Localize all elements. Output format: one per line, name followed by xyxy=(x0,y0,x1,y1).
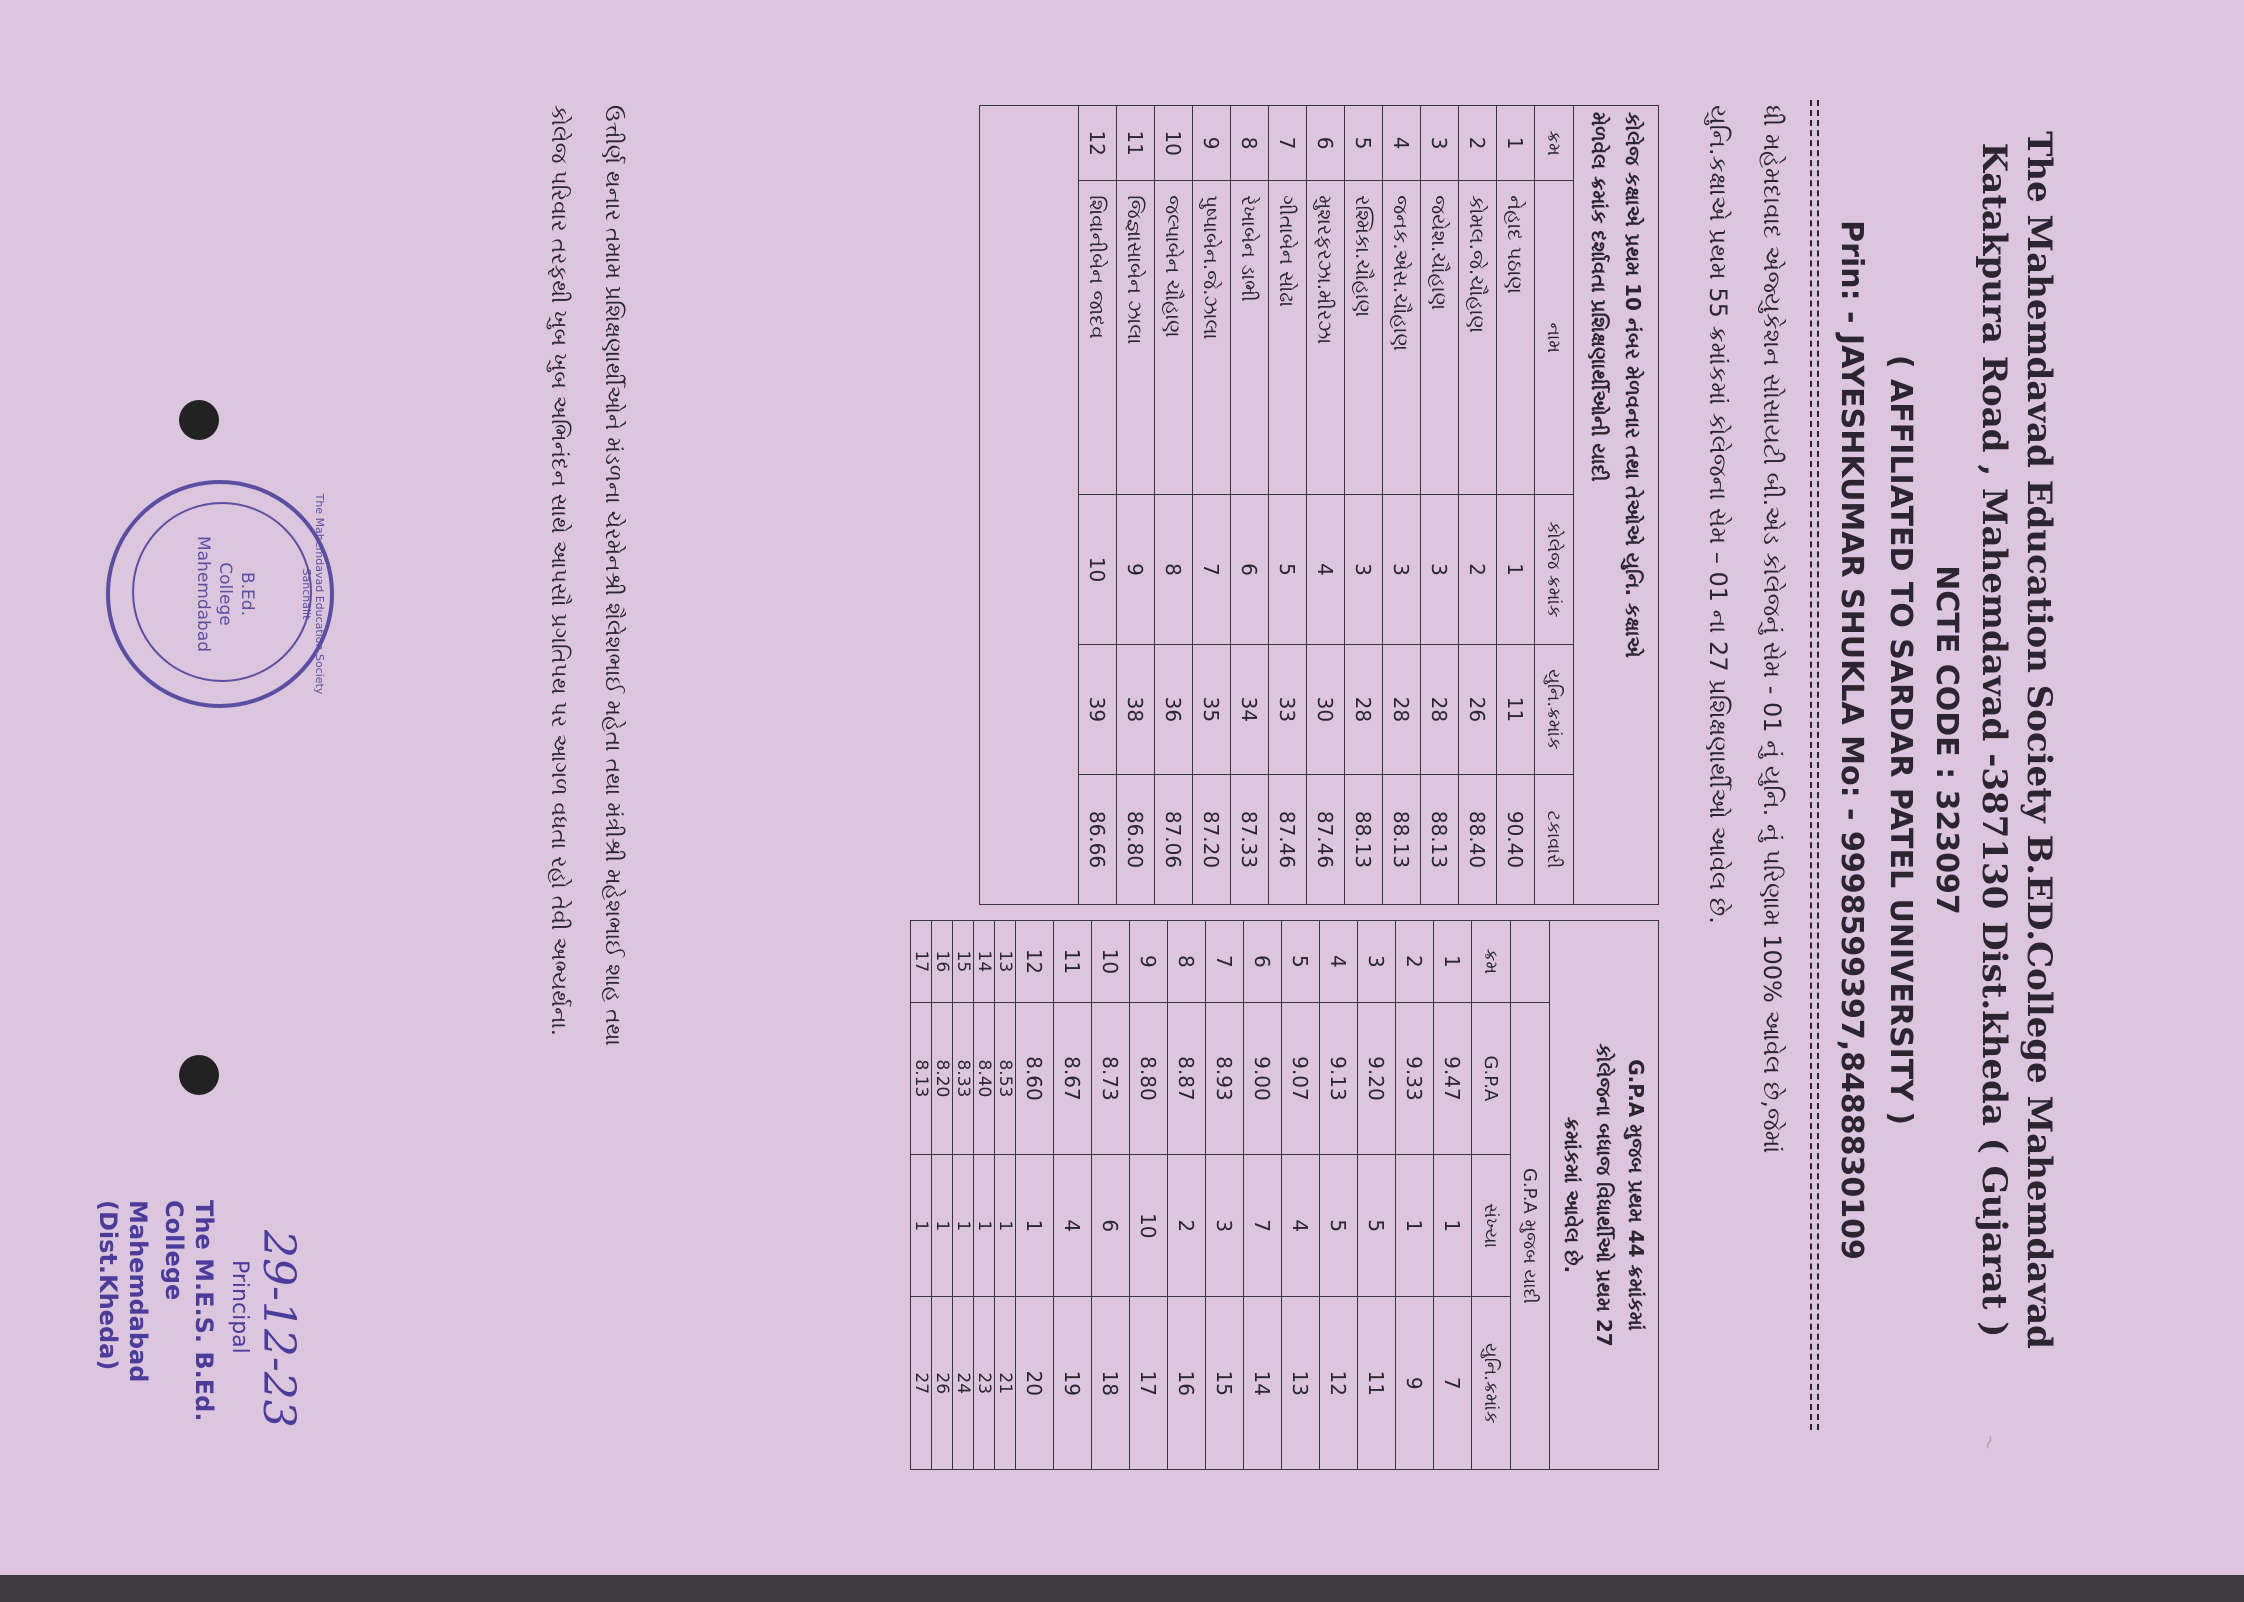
cell-college: 9 xyxy=(1117,495,1155,645)
cell-gpa: 8.33 xyxy=(953,1002,974,1154)
cell-gpa: 8.67 xyxy=(1054,1002,1092,1154)
seal-outer-text: The Mahemdavad Education Society Sanchalit xyxy=(300,493,326,695)
col2-gpa: G.P.A xyxy=(1472,1002,1511,1154)
cell-univ: 12 xyxy=(1320,1297,1358,1470)
table-row xyxy=(1421,106,1459,905)
cell-sr: 2 xyxy=(1459,106,1497,181)
cell-count: 1 xyxy=(1016,1155,1054,1297)
cell-univ: 16 xyxy=(1168,1297,1206,1470)
table-row xyxy=(995,921,1016,1470)
cell-univ: 28 xyxy=(1345,644,1383,774)
cell-univ: 39 xyxy=(1079,644,1117,774)
table1-heading xyxy=(1574,106,1659,905)
cell-count: 1 xyxy=(995,1155,1016,1297)
cell-sr: 9 xyxy=(1193,106,1231,181)
cell-univ: 14 xyxy=(1244,1297,1282,1470)
cell-univ: 28 xyxy=(1421,644,1459,774)
principal-contact: Prin: - JAYESHKUMAR SHUKLA Mo: - 9998599397,8488830109 xyxy=(1834,220,1869,1260)
table-row xyxy=(1206,921,1244,1470)
table-row xyxy=(932,921,953,1470)
cell-univ: 27 xyxy=(911,1297,932,1470)
table-row xyxy=(1079,106,1117,905)
table1-heading-line-2: મેળવેલ ક્રમાંક દર્શાવતા પ્રશિક્ષણાર્થીઓની યાદી xyxy=(1587,112,1611,482)
cell-pct: 88.13 xyxy=(1421,775,1459,905)
signature-title: Principal xyxy=(227,1260,252,1354)
footer-paragraph xyxy=(531,105,639,1465)
cell-pct: 86.80 xyxy=(1117,775,1155,905)
cell-count: 10 xyxy=(1130,1155,1168,1297)
table-row xyxy=(974,921,995,1470)
cell-college: 3 xyxy=(1345,495,1383,645)
cell-count: 5 xyxy=(1358,1155,1396,1297)
cell-univ: 15 xyxy=(1206,1297,1244,1470)
cell-college: 3 xyxy=(1421,495,1459,645)
cell-gpa: 8.13 xyxy=(911,1002,932,1154)
cell-gpa: 8.40 xyxy=(974,1002,995,1154)
cell-count: 7 xyxy=(1244,1155,1282,1297)
col2-sr: ક્રમ xyxy=(1472,921,1511,1003)
header-line-2: Katakpura Road , Mahemdavad -387130 Dist.kheda ( Gujarat ) xyxy=(1974,142,2014,1338)
cell-college: 1 xyxy=(1497,495,1535,645)
table-row xyxy=(1396,921,1434,1470)
cell-pct: 88.13 xyxy=(1345,775,1383,905)
table-row xyxy=(1358,921,1396,1470)
cell-name: જનક.એસ.ચૌહાણ xyxy=(1383,181,1421,495)
cell-name: રશ્મિકા.ચૌહાણ xyxy=(1345,181,1383,495)
col2-count: સંખ્યા xyxy=(1472,1155,1511,1297)
table-row xyxy=(1231,106,1269,905)
table-row xyxy=(1434,921,1472,1470)
cell-univ: 34 xyxy=(1231,644,1269,774)
cell-sr: 11 xyxy=(1117,106,1155,181)
table-row xyxy=(911,921,932,1470)
cell-college: 2 xyxy=(1459,495,1497,645)
table-row xyxy=(1320,921,1358,1470)
table1-empty-area xyxy=(980,106,1079,905)
col-college-rank: કોલેજ ક્રમાંક xyxy=(1535,495,1574,645)
cell-pct: 87.06 xyxy=(1155,775,1193,905)
cell-gpa: 9.20 xyxy=(1358,1002,1396,1154)
cell-gpa: 9.00 xyxy=(1244,1002,1282,1154)
cell-sr: 10 xyxy=(1155,106,1193,181)
cell-name: શિવાનીબેન જાદવ xyxy=(1079,181,1117,495)
cell-sr: 3 xyxy=(1358,921,1396,1003)
cell-univ: 38 xyxy=(1117,644,1155,774)
table-row xyxy=(1244,921,1282,1470)
seal-line-2: College xyxy=(215,562,235,626)
cell-sr: 3 xyxy=(1421,106,1459,181)
table-row xyxy=(1497,106,1535,905)
intro-line-1: ધી મહેમદાવાદ એજ્યુકેશન સોસાયટી બી.એડ કોલેજનું સેમ - 01 નું યુનિ. નું પરિણામ 100% આવેલ છે,જેમાં xyxy=(1758,105,1786,1154)
table2-subheading: G.P.A મુજબ યાદી xyxy=(1511,1002,1550,1469)
cell-univ: 33 xyxy=(1269,644,1307,774)
cell-pct: 87.20 xyxy=(1193,775,1231,905)
cell-univ: 13 xyxy=(1282,1297,1320,1470)
cell-college: 4 xyxy=(1307,495,1345,645)
cell-sr: 8 xyxy=(1168,921,1206,1003)
cell-pct: 87.46 xyxy=(1307,775,1345,905)
table-row xyxy=(1130,921,1168,1470)
cell-pct: 90.40 xyxy=(1497,775,1535,905)
table-row xyxy=(953,921,974,1470)
col-percent: ટકાવારી xyxy=(1535,775,1574,905)
cell-univ: 11 xyxy=(1358,1297,1396,1470)
intro-paragraph xyxy=(1691,105,1799,1465)
ncte-code: NCTE CODE : 323097 xyxy=(1929,565,1964,915)
table1-heading-line-1: કોલેજ કક્ષાએ પ્રથમ 10 નંબર મેળવનાર તથા તેઓએ યુનિ. કક્ષાએ xyxy=(1621,112,1645,658)
cell-name: જલ્પાબેન ચૌહાણ xyxy=(1155,181,1193,495)
cell-pct: 86.66 xyxy=(1079,775,1117,905)
footer-line-2: કોલેજ પરિવાર તરફથી ખુબ ખુબ અભિનંદન સાથે આપસૌ પ્રગતિપથ પર આગળ વધતા રહો તેવી અભ્યર્થના. xyxy=(546,105,571,1036)
pencil-mark: ~ xyxy=(1974,1430,2003,1454)
cell-college: 3 xyxy=(1383,495,1421,645)
cell-univ: 24 xyxy=(953,1297,974,1470)
cell-college: 7 xyxy=(1193,495,1231,645)
principal-signature-block xyxy=(93,1200,304,1500)
cell-sr: 1 xyxy=(1434,921,1472,1003)
college-seal-stamp xyxy=(106,480,334,708)
punch-hole-right xyxy=(179,1055,219,1095)
double-divider xyxy=(1810,100,1819,1430)
intro-line-2: યુનિ.કક્ષાએ પ્રથમ 55 ક્રમાંકમાં કોલેજના સેમ – 01 ના 27 પ્રશિક્ષણાર્થીઓ આવેલ છે. xyxy=(1704,105,1732,924)
table-row xyxy=(1117,106,1155,905)
cell-pct: 87.33 xyxy=(1231,775,1269,905)
header-line-1: The Mahemdavad Education Society B.ED.College Mahemdavad xyxy=(2019,131,2059,1349)
cell-sr: 4 xyxy=(1320,921,1358,1003)
cell-sr: 8 xyxy=(1231,106,1269,181)
cell-sr: 9 xyxy=(1130,921,1168,1003)
cell-sr: 10 xyxy=(1092,921,1130,1003)
cell-univ: 21 xyxy=(995,1297,1016,1470)
table2-blank-header xyxy=(1511,921,1550,1003)
cell-univ: 23 xyxy=(974,1297,995,1470)
table-row xyxy=(1054,921,1092,1470)
cell-sr: 13 xyxy=(995,921,1016,1003)
cell-univ: 36 xyxy=(1155,644,1193,774)
table2-heading-line-2: કોલેજના બધાજ વિધાર્થીઓ પ્રથમ 27 xyxy=(1592,1043,1616,1347)
cell-univ: 7 xyxy=(1434,1297,1472,1470)
signature-institution-1: The M.E.S. B.Ed. College xyxy=(160,1200,218,1422)
table-row xyxy=(1459,106,1497,905)
cell-sr: 17 xyxy=(911,921,932,1003)
signature-institution-2: Mahemdabad (Dist.Kheda) xyxy=(94,1200,152,1383)
rotated-page xyxy=(44,0,2104,1520)
table-row xyxy=(1269,106,1307,905)
cell-gpa: 8.93 xyxy=(1206,1002,1244,1154)
cell-count: 4 xyxy=(1282,1155,1320,1297)
cell-count: 4 xyxy=(1054,1155,1092,1297)
desk-edge xyxy=(0,1575,2244,1602)
table-row xyxy=(1282,921,1320,1470)
cell-sr: 7 xyxy=(1206,921,1244,1003)
cell-pct: 88.13 xyxy=(1383,775,1421,905)
cell-univ: 28 xyxy=(1383,644,1421,774)
cell-gpa: 8.73 xyxy=(1092,1002,1130,1154)
cell-count: 3 xyxy=(1206,1155,1244,1297)
cell-count: 1 xyxy=(932,1155,953,1297)
table-row xyxy=(1307,106,1345,905)
footer-line-1: ઉત્તીર્ણ થનાર તમામ પ્રશિક્ષણાર્થીઓને મંડળના ચેરમેનશ્રી શૈલેશભાઈ મહેતા તથા મંત્રીશ્રી મહેશભાઈ શાહ તથા xyxy=(600,105,625,1046)
seal-line-3: Mahemdabad xyxy=(193,535,213,653)
cell-name: નેહાદ પઠાણ xyxy=(1497,181,1535,495)
cell-sr: 5 xyxy=(1282,921,1320,1003)
cell-name: કોમલ.જે.ચૌહાણ xyxy=(1459,181,1497,495)
cell-univ: 18 xyxy=(1092,1297,1130,1470)
table2-heading-line-3: ક્રમાંકમાં આવેલ છે. xyxy=(1560,1116,1584,1274)
cell-univ: 17 xyxy=(1130,1297,1168,1470)
affiliation: ( AFFILIATED TO SARDAR PATEL UNIVERSITY ) xyxy=(1883,354,1918,1126)
punch-hole-left xyxy=(179,400,219,440)
cell-college: 5 xyxy=(1269,495,1307,645)
cell-college: 10 xyxy=(1079,495,1117,645)
cell-univ: 20 xyxy=(1016,1297,1054,1470)
table-row xyxy=(1193,106,1231,905)
cell-sr: 6 xyxy=(1307,106,1345,181)
cell-univ: 11 xyxy=(1497,644,1535,774)
signature-date: 29-12-23 xyxy=(253,1230,304,1428)
col-univ-rank: યુનિ.ક્રમાંક xyxy=(1535,644,1574,774)
cell-univ: 35 xyxy=(1193,644,1231,774)
cell-gpa: 8.87 xyxy=(1168,1002,1206,1154)
cell-sr: 1 xyxy=(1497,106,1535,181)
cell-gpa: 9.47 xyxy=(1434,1002,1472,1154)
cell-name: જયેશ.ચૌહાણ xyxy=(1421,181,1459,495)
cell-gpa: 9.07 xyxy=(1282,1002,1320,1154)
cell-sr: 7 xyxy=(1269,106,1307,181)
seal-line-1: B.Ed. xyxy=(237,571,257,616)
cell-name: પુષ્પાબેન.જે.ઝાલા xyxy=(1193,181,1231,495)
cell-sr: 5 xyxy=(1345,106,1383,181)
cell-count: 1 xyxy=(1396,1155,1434,1297)
cell-count: 2 xyxy=(1168,1155,1206,1297)
cell-sr: 16 xyxy=(932,921,953,1003)
cell-count: 1 xyxy=(1434,1155,1472,1297)
cell-sr: 12 xyxy=(1079,106,1117,181)
cell-gpa: 9.33 xyxy=(1396,1002,1434,1154)
top-ten-table xyxy=(979,105,1659,905)
col-name: નામ xyxy=(1535,181,1574,495)
table-row xyxy=(1155,106,1193,905)
table2-heading-line-1: G.P.A મુજબ પ્રથમ 44 ક્રમાંકમાં xyxy=(1624,1059,1648,1331)
cell-gpa: 8.60 xyxy=(1016,1002,1054,1154)
cell-name: ગીતાબેન સોઢા xyxy=(1269,181,1307,495)
cell-sr: 12 xyxy=(1016,921,1054,1003)
cell-pct: 87.46 xyxy=(1269,775,1307,905)
cell-count: 1 xyxy=(974,1155,995,1297)
cell-sr: 14 xyxy=(974,921,995,1003)
table-row xyxy=(1016,921,1054,1470)
cell-univ: 26 xyxy=(932,1297,953,1470)
table-row xyxy=(1092,921,1130,1470)
gpa-table xyxy=(910,920,1659,1470)
seal-center-text xyxy=(192,534,258,654)
cell-gpa: 8.53 xyxy=(995,1002,1016,1154)
cell-univ: 19 xyxy=(1054,1297,1092,1470)
cell-name: રેખાબેન ડાભી xyxy=(1231,181,1269,495)
cell-gpa: 8.20 xyxy=(932,1002,953,1154)
table2-heading xyxy=(1550,921,1659,1470)
cell-univ: 30 xyxy=(1307,644,1345,774)
cell-univ: 9 xyxy=(1396,1297,1434,1470)
cell-sr: 15 xyxy=(953,921,974,1003)
cell-sr: 11 xyxy=(1054,921,1092,1003)
cell-pct: 88.40 xyxy=(1459,775,1497,905)
cell-sr: 2 xyxy=(1396,921,1434,1003)
cell-count: 5 xyxy=(1320,1155,1358,1297)
cell-count: 1 xyxy=(953,1155,974,1297)
cell-sr: 6 xyxy=(1244,921,1282,1003)
col-sr: ક્રમ xyxy=(1535,106,1574,181)
cell-gpa: 9.13 xyxy=(1320,1002,1358,1154)
cell-name: મુશરફરઝા.મીરઝા xyxy=(1307,181,1345,495)
cell-gpa: 8.80 xyxy=(1130,1002,1168,1154)
cell-name: જિજ્ઞાસાબેન ઝાલા xyxy=(1117,181,1155,495)
table-row xyxy=(1168,921,1206,1470)
cell-sr: 4 xyxy=(1383,106,1421,181)
cell-count: 1 xyxy=(911,1155,932,1297)
table-row xyxy=(1345,106,1383,905)
col2-univ-rank: યુનિ.ક્રમાંક xyxy=(1472,1297,1511,1470)
table-row xyxy=(1383,106,1421,905)
cell-univ: 26 xyxy=(1459,644,1497,774)
cell-college: 6 xyxy=(1231,495,1269,645)
cell-college: 8 xyxy=(1155,495,1193,645)
cell-count: 6 xyxy=(1092,1155,1130,1297)
